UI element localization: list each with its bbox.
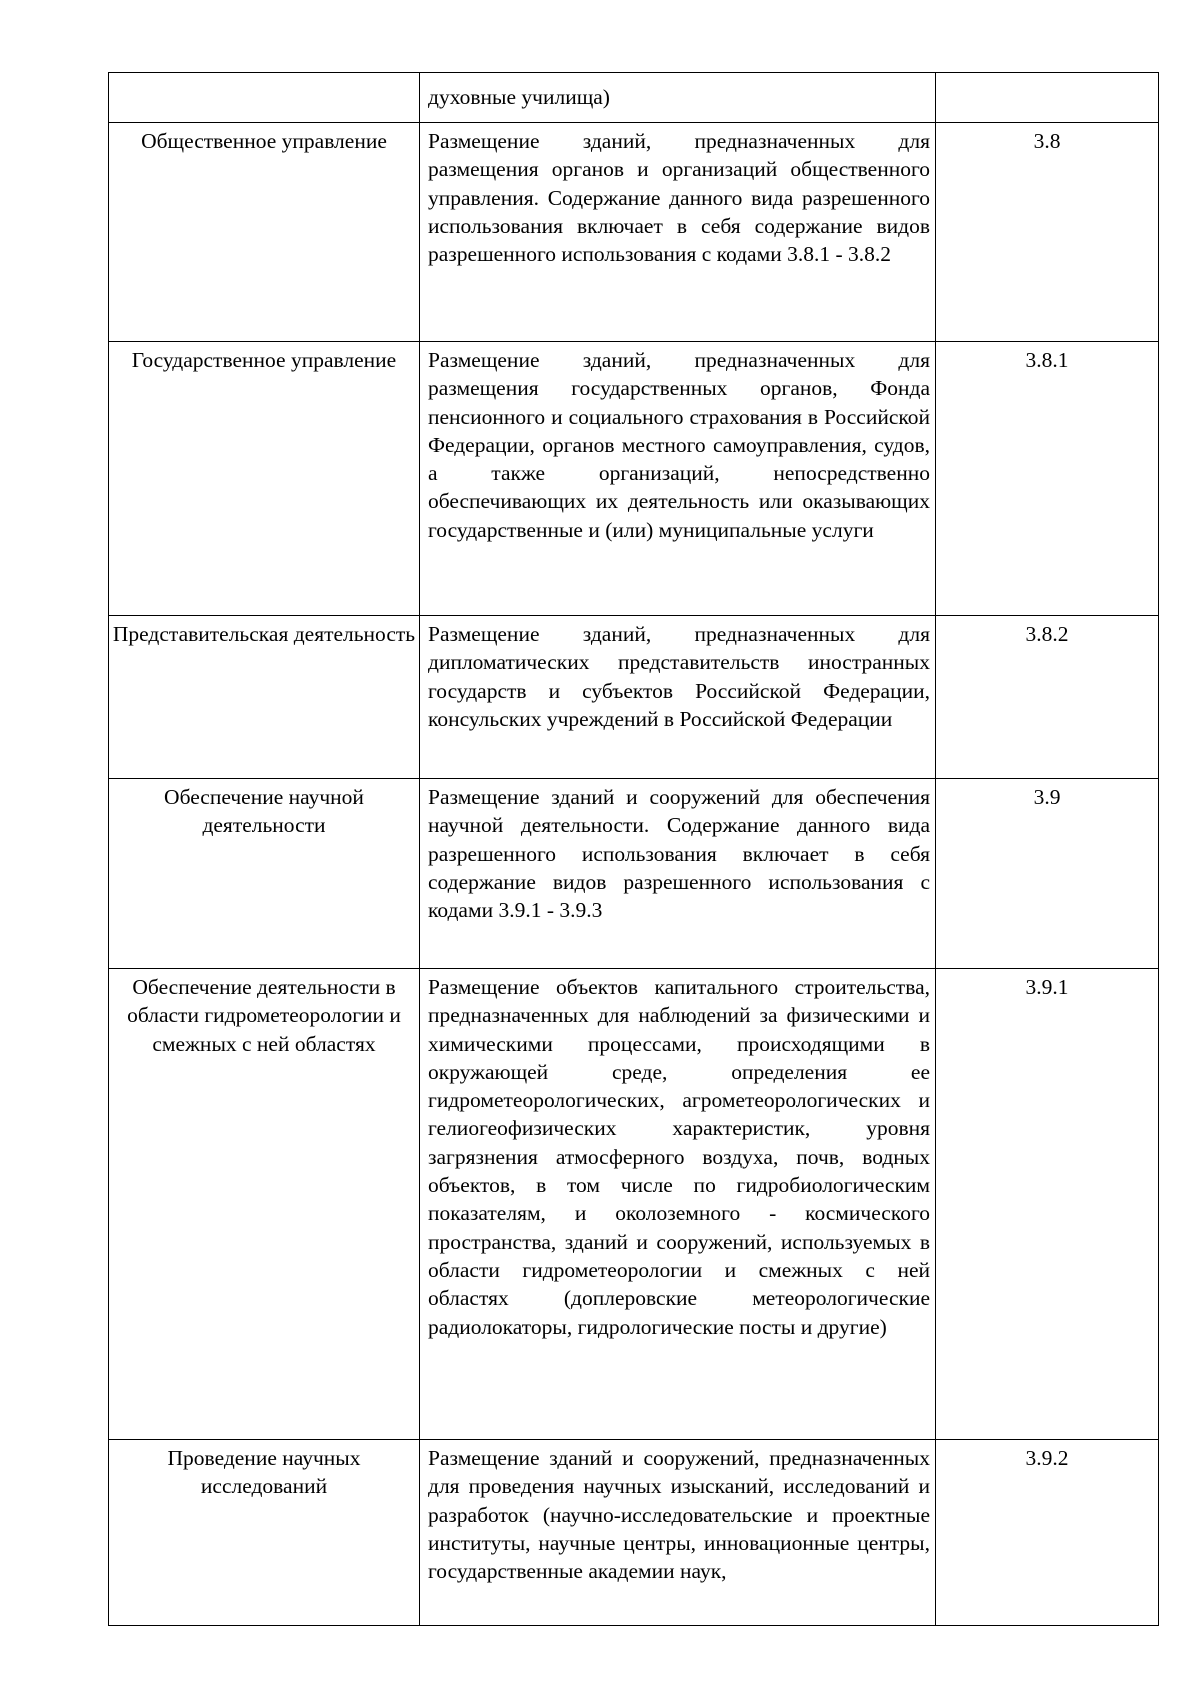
- use-code-cell: 3.8: [936, 123, 1159, 342]
- use-code-cell: 3.8.1: [936, 342, 1159, 616]
- table-row: [109, 616, 1159, 779]
- use-name-cell: Общественное управление: [109, 123, 420, 342]
- use-description-cell: Размещение зданий и сооружений, предназначенных для проведения научных изысканий, исследований и разработок (научно-исследовательские и проектные институты, научные центры, инновационные центры, государственные академии наук,: [420, 1440, 936, 1626]
- use-description-cell: Размещение объектов капитального строительства, предназначенных для наблюдений за физическими и химическими процессами, происходящими в окружающей среде, определения ее гидрометеорологических, агрометеорологических и гелиогеофизических характеристик, уровня загрязнения атмосферного воздуха, почв, водных объектов, в том числе по гидробиологическим показателям, и околоземного - космического пространства, зданий и сооружений, используемых в области гидрометеорологии и смежных с ней областях (доплеровские метеорологические радиолокаторы, гидрологические посты и другие): [420, 969, 936, 1440]
- use-name-cell: Государственное управление: [109, 342, 420, 616]
- use-name-cell: Представительская деятельность: [109, 616, 420, 779]
- table-row: [109, 969, 1159, 1440]
- use-code-cell: 3.9.1: [936, 969, 1159, 1440]
- land-use-table: [108, 72, 1159, 1626]
- use-code-cell: 3.9: [936, 779, 1159, 969]
- use-code-cell: 3.9.2: [936, 1440, 1159, 1626]
- use-description-cell: Размещение зданий, предназначенных для размещения органов и организаций общественного управления. Содержание данного вида разрешенного использования включает в себя содержание видов разрешенного использования с кодами 3.8.1 - 3.8.2: [420, 123, 936, 342]
- table-row: [109, 123, 1159, 342]
- use-description-cell: Размещение зданий и сооружений для обеспечения научной деятельности. Содержание данного вида разрешенного использования включает в себя содержание видов разрешенного использования с кодами 3.9.1 - 3.9.3: [420, 779, 936, 969]
- use-description-cell: Размещение зданий, предназначенных для дипломатических представительств иностранных государств и субъектов Российской Федерации, консульских учреждений в Российской Федерации: [420, 616, 936, 779]
- table-row: [109, 779, 1159, 969]
- use-name-cell: Проведение научных исследований: [109, 1440, 420, 1626]
- use-description-cell: духовные училища): [420, 73, 936, 123]
- use-name-cell: Обеспечение деятельности в области гидрометеорологии и смежных с ней областях: [109, 969, 420, 1440]
- table-row: [109, 73, 1159, 123]
- use-code-cell: 3.8.2: [936, 616, 1159, 779]
- use-name-cell: Обеспечение научной деятельности: [109, 779, 420, 969]
- use-description-cell: Размещение зданий, предназначенных для размещения государственных органов, Фонда пенсионного и социального страхования в Российской Федерации, органов местного самоуправления, судов, а также организаций, непосредственно обеспечивающих их деятельность или оказывающих государственные и (или) муниципальные услуги: [420, 342, 936, 616]
- table-row: [109, 342, 1159, 616]
- use-code-cell: [936, 73, 1159, 123]
- use-name-cell: [109, 73, 420, 123]
- table-row: [109, 1440, 1159, 1626]
